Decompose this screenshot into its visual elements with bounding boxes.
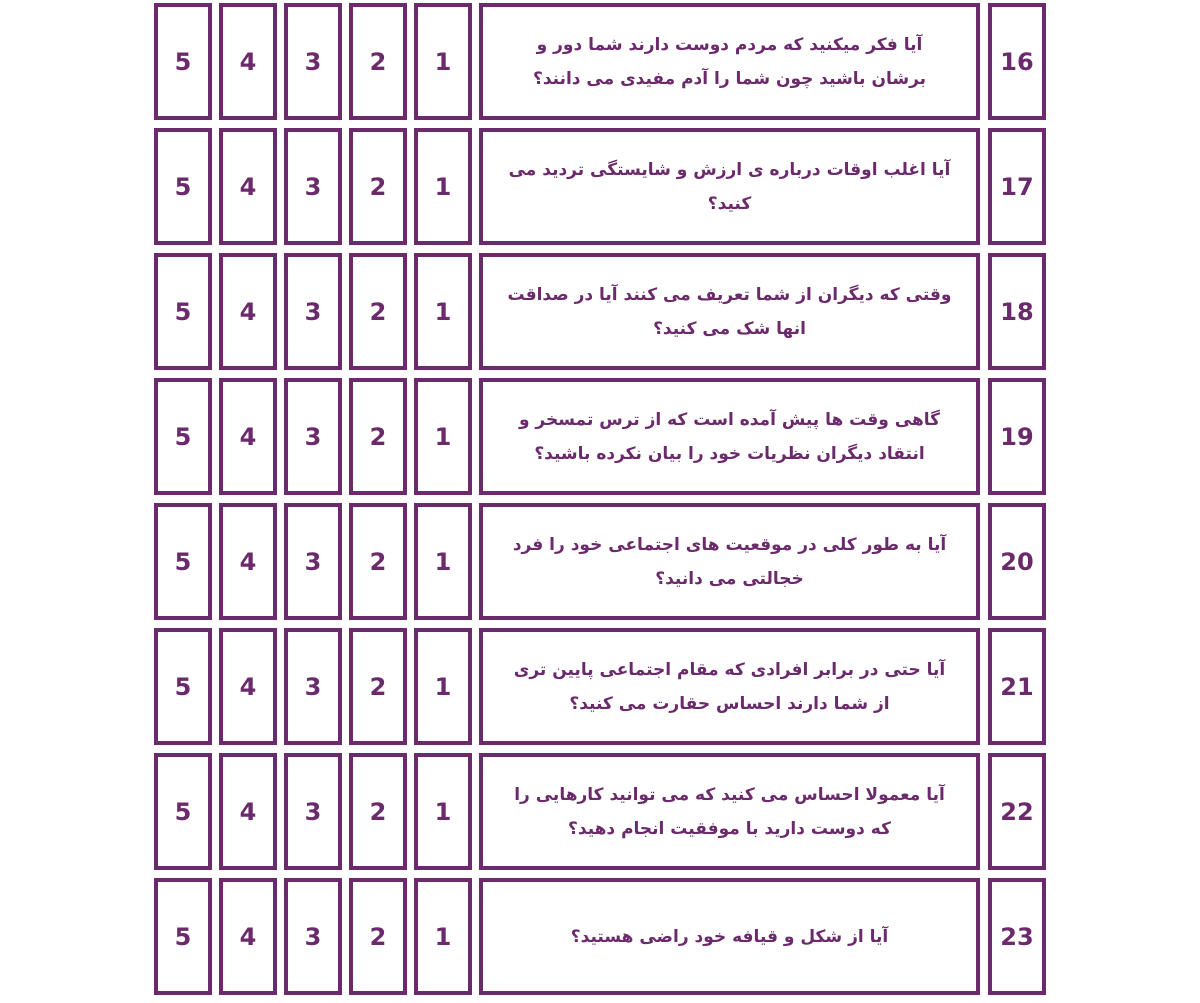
answer-option-5[interactable] <box>154 378 212 495</box>
answer-option-label: 4 <box>239 422 257 451</box>
answer-option-1[interactable] <box>414 503 472 620</box>
question-number-cell <box>988 503 1046 620</box>
question-row <box>154 253 1046 370</box>
answer-option-5[interactable] <box>154 628 212 745</box>
answer-option-label: 2 <box>369 297 387 326</box>
answer-option-2[interactable] <box>349 3 407 120</box>
question-text: آیا معمولا احساس می کنید که می توانید کارهایی را که دوست دارید با موفقیت انجام دهید؟ <box>514 784 945 839</box>
answer-option-label: 1 <box>434 172 452 201</box>
answer-option-5[interactable] <box>154 253 212 370</box>
question-cell <box>479 378 980 495</box>
answer-option-4[interactable] <box>219 3 277 120</box>
answer-option-label: 2 <box>369 547 387 576</box>
answer-option-2[interactable] <box>349 628 407 745</box>
answer-option-2[interactable] <box>349 503 407 620</box>
answer-option-label: 4 <box>239 797 257 826</box>
question-text: گاهی وقت ها پیش آمده است که از ترس تمسخر و انتقاد دیگران نظریات خود را بیان نکرده باشید؟ <box>518 409 941 464</box>
question-number-cell <box>988 628 1046 745</box>
answer-option-4[interactable] <box>219 128 277 245</box>
answer-option-3[interactable] <box>284 753 342 870</box>
question-number: 16 <box>1000 47 1034 76</box>
question-cell <box>479 503 980 620</box>
question-number-cell <box>988 3 1046 120</box>
answer-option-label: 3 <box>304 47 322 76</box>
answer-option-label: 1 <box>434 547 452 576</box>
answer-option-label: 4 <box>239 297 257 326</box>
question-text: آیا اغلب اوقات درباره ی ارزش و شایستگی تردید می کنید؟ <box>508 159 951 214</box>
answer-option-label: 1 <box>434 297 452 326</box>
answer-option-label: 5 <box>174 422 192 451</box>
question-cell <box>479 878 980 995</box>
answer-option-3[interactable] <box>284 253 342 370</box>
question-row <box>154 503 1046 620</box>
answer-option-label: 1 <box>434 672 452 701</box>
question-number-cell <box>988 378 1046 495</box>
question-number-cell <box>988 253 1046 370</box>
question-cell <box>479 3 980 120</box>
answer-option-5[interactable] <box>154 128 212 245</box>
question-number-cell <box>988 878 1046 995</box>
question-row <box>154 378 1046 495</box>
question-text: آیا به طور کلی در موقعیت های اجتماعی خود را فرد خجالتی می دانید؟ <box>512 534 947 589</box>
question-text: آیا از شکل و قیافه خود راضی هستید؟ <box>570 926 889 947</box>
question-number: 23 <box>1000 922 1034 951</box>
question-text: آیا فکر میکنید که مردم دوست دارند شما دور و برشان باشید چون شما را آدم مفیدی می دانند؟ <box>532 34 927 89</box>
answer-option-label: 5 <box>174 797 192 826</box>
question-row <box>154 753 1046 870</box>
question-number-cell <box>988 753 1046 870</box>
answer-option-3[interactable] <box>284 503 342 620</box>
answer-option-label: 1 <box>434 922 452 951</box>
answer-option-label: 3 <box>304 672 322 701</box>
question-cell <box>479 128 980 245</box>
answer-option-label: 2 <box>369 47 387 76</box>
answer-option-label: 4 <box>239 922 257 951</box>
question-cell <box>479 628 980 745</box>
answer-option-label: 3 <box>304 797 322 826</box>
answer-option-4[interactable] <box>219 503 277 620</box>
question-text: آیا حتی در برابر افرادی که مقام اجتماعی پایین تری از شما دارند احساس حقارت می کنید؟ <box>513 659 946 714</box>
answer-option-1[interactable] <box>414 378 472 495</box>
answer-option-4[interactable] <box>219 378 277 495</box>
answer-option-label: 4 <box>239 172 257 201</box>
answer-option-label: 4 <box>239 672 257 701</box>
answer-option-label: 1 <box>434 422 452 451</box>
answer-option-1[interactable] <box>414 878 472 995</box>
answer-option-label: 4 <box>239 47 257 76</box>
answer-option-label: 3 <box>304 422 322 451</box>
answer-option-1[interactable] <box>414 253 472 370</box>
answer-option-label: 2 <box>369 797 387 826</box>
answer-option-3[interactable] <box>284 3 342 120</box>
answer-option-5[interactable] <box>154 3 212 120</box>
answer-option-4[interactable] <box>219 753 277 870</box>
question-cell <box>479 753 980 870</box>
answer-option-4[interactable] <box>219 253 277 370</box>
answer-option-label: 2 <box>369 672 387 701</box>
question-row <box>154 628 1046 745</box>
answer-option-1[interactable] <box>414 128 472 245</box>
question-cell <box>479 253 980 370</box>
question-row <box>154 128 1046 245</box>
answer-option-5[interactable] <box>154 878 212 995</box>
answer-option-label: 5 <box>174 172 192 201</box>
answer-option-3[interactable] <box>284 878 342 995</box>
answer-option-3[interactable] <box>284 378 342 495</box>
answer-option-2[interactable] <box>349 253 407 370</box>
answer-option-label: 4 <box>239 547 257 576</box>
answer-option-label: 3 <box>304 297 322 326</box>
answer-option-1[interactable] <box>414 3 472 120</box>
answer-option-label: 3 <box>304 547 322 576</box>
answer-option-5[interactable] <box>154 503 212 620</box>
question-number: 18 <box>1000 297 1034 326</box>
question-number: 22 <box>1000 797 1034 826</box>
question-number: 19 <box>1000 422 1034 451</box>
questionnaire-table <box>154 3 1046 1003</box>
question-row <box>154 3 1046 120</box>
question-text: وقتی که دیگران از شما تعریف می کنند آیا در صداقت انها شک می کنید؟ <box>507 284 952 339</box>
answer-option-label: 5 <box>174 922 192 951</box>
answer-option-label: 2 <box>369 172 387 201</box>
answer-option-2[interactable] <box>349 128 407 245</box>
answer-option-1[interactable] <box>414 753 472 870</box>
question-row <box>154 878 1046 995</box>
answer-option-label: 2 <box>369 922 387 951</box>
answer-option-4[interactable] <box>219 878 277 995</box>
answer-option-5[interactable] <box>154 753 212 870</box>
answer-option-2[interactable] <box>349 753 407 870</box>
question-number-cell <box>988 128 1046 245</box>
answer-option-1[interactable] <box>414 628 472 745</box>
answer-option-label: 5 <box>174 672 192 701</box>
answer-option-3[interactable] <box>284 628 342 745</box>
answer-option-label: 3 <box>304 172 322 201</box>
answer-option-label: 2 <box>369 422 387 451</box>
answer-option-2[interactable] <box>349 878 407 995</box>
answer-option-4[interactable] <box>219 628 277 745</box>
question-number: 20 <box>1000 547 1034 576</box>
answer-option-3[interactable] <box>284 128 342 245</box>
question-number: 21 <box>1000 672 1034 701</box>
answer-option-label: 5 <box>174 297 192 326</box>
answer-option-2[interactable] <box>349 378 407 495</box>
answer-option-label: 5 <box>174 47 192 76</box>
answer-option-label: 1 <box>434 47 452 76</box>
answer-option-label: 1 <box>434 797 452 826</box>
answer-option-label: 3 <box>304 922 322 951</box>
answer-option-label: 5 <box>174 547 192 576</box>
question-number: 17 <box>1000 172 1034 201</box>
